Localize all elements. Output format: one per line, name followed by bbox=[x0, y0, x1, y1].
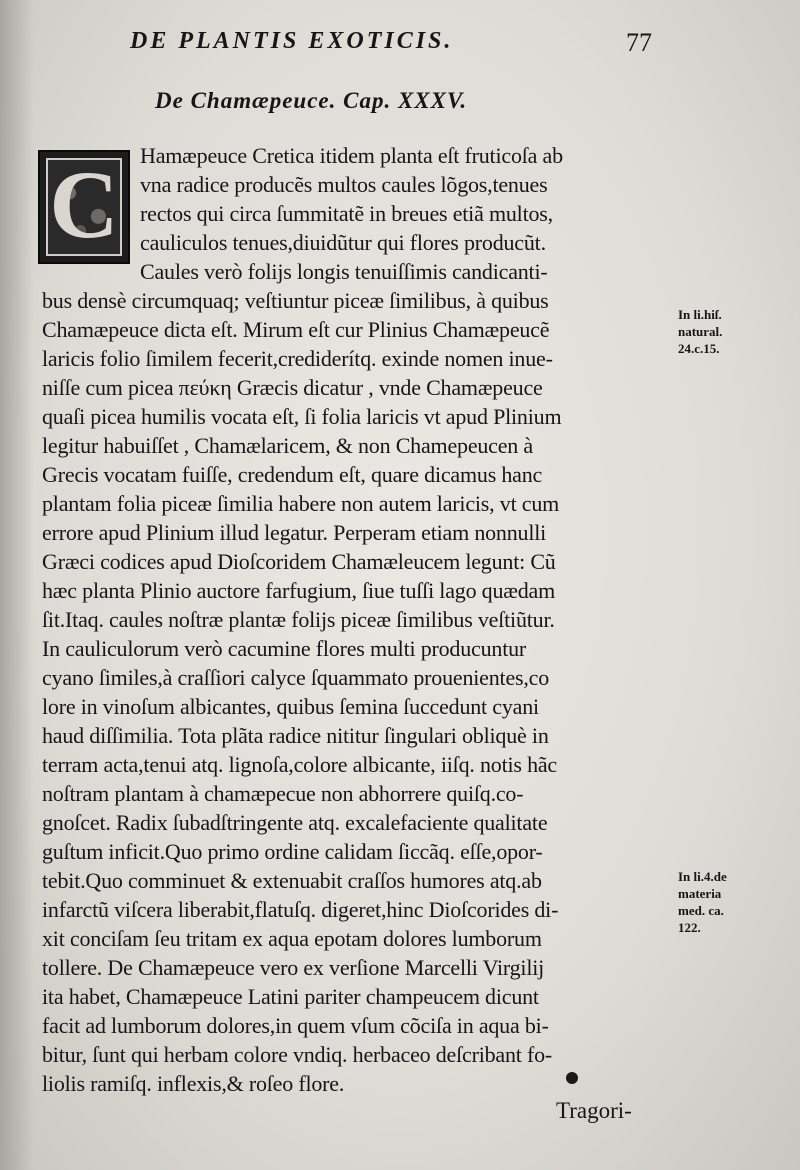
spine-shadow bbox=[0, 0, 34, 1170]
margin-note-dioscorides bbox=[678, 868, 727, 936]
text-line: lore in vinoſum albicantes, quibus ſemina ſuccedunt cyani bbox=[42, 694, 539, 719]
page-number: 77 bbox=[626, 28, 652, 57]
margin-note-line: 24.c.15. bbox=[678, 341, 720, 356]
text-line: haud diſſimilia. Tota plãta radice nititur ſingulari obliquè in bbox=[42, 723, 549, 748]
decorated-initial bbox=[38, 150, 130, 264]
text-line: plantam folia piceæ ſimilia habere non autem laricis, vt cum bbox=[42, 491, 560, 516]
ink-blot bbox=[566, 1072, 578, 1084]
margin-note-line: In li.4.de bbox=[678, 869, 727, 884]
text-line: infarctũ viſcera liberabit,flatuſq. digeret,hinc Dioſcorides di- bbox=[42, 897, 559, 922]
text-line: Hamæpeuce Cretica itidem planta eſt fruticoſa ab bbox=[140, 143, 563, 168]
text-line: tebit.Quo comminuet & extenuabit craſſos humores atq.ab bbox=[42, 868, 542, 893]
text-line: In cauliculorum verò cacumine flores multi producuntur bbox=[42, 636, 527, 661]
margin-note-line: In li.hiſ. bbox=[678, 307, 722, 322]
text-line: bus densè circumquaq; veſtiuntur piceæ ſimilibus, à quibus bbox=[42, 288, 549, 313]
text-line: guſtum inficit.Quo primo ordine calidam ſiccãq. eſſe,opor- bbox=[42, 839, 543, 864]
text-line: bitur, ſunt qui herbam colore vndiq. herbaceo deſcribant fo- bbox=[42, 1042, 553, 1067]
text-line: noſtram plantam à chamæpecue non abhorrere quiſq.co- bbox=[42, 781, 524, 806]
text-line: laricis folio ſimilem fecerit,crediderítq. exinde nomen inue- bbox=[42, 346, 553, 371]
text-line: cauliculos tenues,diuidũtur qui flores producũt. bbox=[140, 230, 546, 255]
text-line: quaſi picea humilis vocata eſt, ſi folia laricis vt apud Plinium bbox=[42, 404, 562, 429]
text-line: gnoſcet. Radix ſubadſtringente atq. excalefaciente qualitate bbox=[42, 810, 548, 835]
margin-note-line: med. ca. bbox=[678, 903, 724, 918]
text-line: hæc planta Plinio auctore farfugium, ſiue tuſſi lago quædam bbox=[42, 578, 556, 603]
text-line: niſſe cum picea πεύκη Græcis dicatur , vnde Chamæpeuce bbox=[42, 375, 543, 400]
text-line: Chamæpeuce dicta eſt. Mirum eſt cur Plinius Chamæpeucẽ bbox=[42, 317, 550, 342]
running-title: DE PLANTIS EXOTICIS. bbox=[130, 28, 454, 54]
text-line: facit ad lumborum dolores,in quem vſum cõciſa in aqua bi- bbox=[42, 1013, 549, 1038]
text-line: xit conciſam ſeu tritam ex aqua epotam dolores lumborum bbox=[42, 926, 542, 951]
margin-note-line: natural. bbox=[678, 324, 723, 339]
margin-note-line: 122. bbox=[678, 920, 701, 935]
text-line: terram acta,tenui atq. lignoſa,colore albicante, iiſq. notis hãc bbox=[42, 752, 557, 777]
text-line: tollere. De Chamæpeuce vero ex verſione Marcelli Virgilij bbox=[42, 955, 545, 980]
text-line: Caules verò folijs longis tenuiſſimis candicanti- bbox=[140, 259, 548, 284]
margin-note-pliny bbox=[678, 306, 722, 357]
text-line: Grecis vocatam fuiſſe, credendum eſt, quare dicamus hanc bbox=[42, 462, 543, 487]
catchword: Tragori- bbox=[556, 1098, 632, 1123]
text-line: legitur habuiſſet , Chamælaricem, & non Chamepeucen à bbox=[42, 433, 533, 458]
initial-letter: C bbox=[49, 151, 119, 258]
text-line: cyano ſimiles,à craſſiori calyce ſquammato prouenientes,co bbox=[42, 665, 550, 690]
text-line: ſit.Itaq. caules noſtræ plantæ folijs piceæ ſimilibus veſtiũtur. bbox=[42, 607, 555, 632]
chapter-heading: De Chamæpeuce. Cap. XXXV. bbox=[155, 88, 468, 113]
text-line: ita habet, Chamæpeuce Latini pariter champeucem dicunt bbox=[42, 984, 539, 1009]
text-line: liolis ramiſq. inflexis,& roſeo flore. bbox=[42, 1071, 345, 1096]
text-line: Græci codices apud Dioſcoridem Chamæleucem legunt: Cũ bbox=[42, 549, 556, 574]
margin-note-line: materia bbox=[678, 886, 722, 901]
text-line: rectos qui circa ſummitatẽ in breues etiã multos, bbox=[140, 201, 553, 226]
text-line: errore apud Plinium illud legatur. Perperam etiam nonnulli bbox=[42, 520, 547, 545]
text-line: vna radice producẽs multos caules lõgos,tenues bbox=[140, 172, 548, 197]
